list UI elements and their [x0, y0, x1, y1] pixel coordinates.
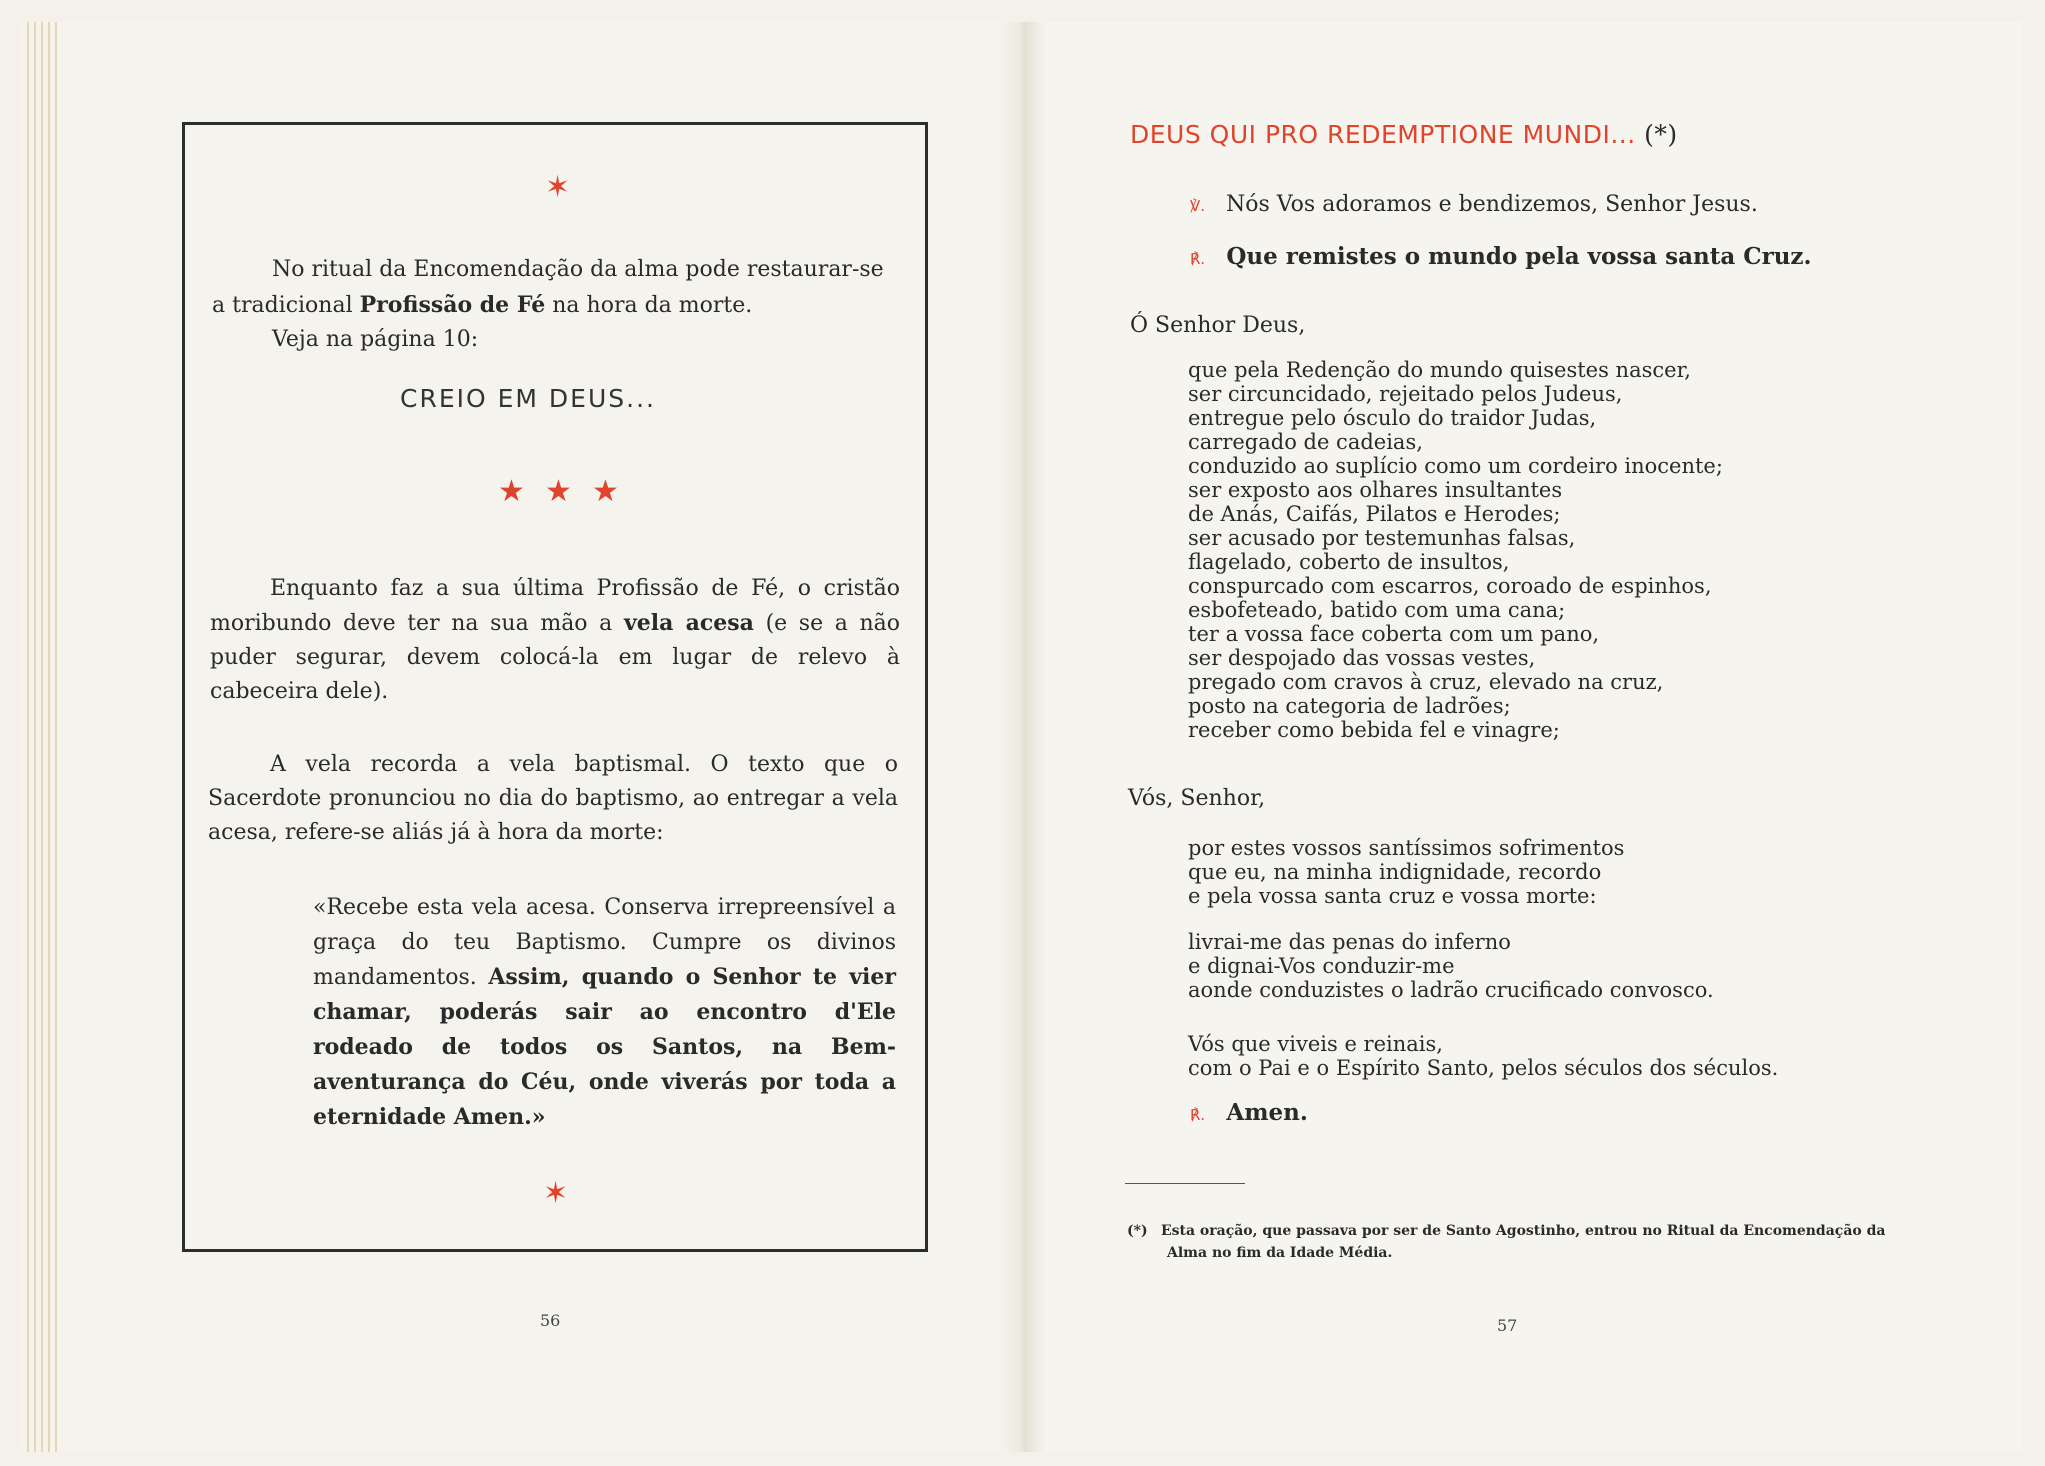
- response-line: [1190, 240, 1812, 276]
- star-icon: ★: [498, 474, 525, 509]
- stanza-line: conduzido ao suplício como um cordeiro inocente;: [1188, 454, 1723, 478]
- page-number-right: 57: [1497, 1316, 1518, 1335]
- stanza-line: pregado com cravos à cruz, elevado na cruz,: [1188, 670, 1664, 694]
- stanza-line: que pela Redenção do mundo quisestes nascer,: [1188, 358, 1691, 382]
- book-gutter: [1000, 22, 1045, 1452]
- stanza-line: carregado de cadeias,: [1188, 430, 1423, 454]
- stanza-line: aonde conduzistes o ladrão crucificado convosco.: [1188, 978, 1714, 1002]
- footnote-mark: (*): [1127, 1223, 1148, 1239]
- intro-text: a tradicional: [212, 293, 353, 318]
- quote-bold-text: Assim, quando o Senhor te vier chamar, poderás sair ao encontro d'Ele rodeado de todos os Santos, na Bem-aventurança do Céu, onde viverás por toda a eternidade Amen.»: [313, 964, 896, 1130]
- stanza-line: que eu, na minha indignidade, recordo: [1188, 860, 1602, 884]
- prayer-title: [1130, 120, 1678, 149]
- address: Vós, Senhor,: [1128, 786, 1266, 811]
- stanza-line: conspurcado com escarros, coroado de espinhos,: [1188, 574, 1712, 598]
- asterisk-ornament-icon: ✶: [543, 1176, 569, 1211]
- intro-line-1: No ritual da Encomendação da alma pode restaurar-se: [272, 257, 884, 282]
- response-text: Que remistes o mundo pela vossa santa Cruz.: [1226, 243, 1812, 270]
- footnote-text: Esta oração, que passava por ser de Santo Agostinho, entrou no Ritual da Encomendação da Alma no fim da Idade Média.: [1160, 1223, 1886, 1261]
- paragraph-baptismo: A vela recorda a vela baptismal. O texto que o Sacerdote pronunciou no dia do baptismo, ao entregar a vela acesa, refere-se aliás já à hora da morte:: [208, 752, 898, 845]
- stanza-line: posto na categoria de ladrões;: [1188, 694, 1511, 718]
- invocation: Ó Senhor Deus,: [1130, 313, 1306, 338]
- stanza-line: e dignai-Vos conduzir-me: [1188, 954, 1455, 978]
- stanza-line: por estes vossos santíssimos sofrimentos: [1188, 836, 1625, 860]
- stanza-line: livrai-me das penas do inferno: [1188, 930, 1511, 954]
- stanza-sufferings: [1188, 836, 1624, 908]
- title-text: DEUS QUI PRO REDEMPTIONE MUNDI...: [1130, 120, 1636, 149]
- stanza-line: esbofeteado, batido com uma cana;: [1188, 598, 1566, 622]
- star-icon: ★: [545, 474, 572, 509]
- footnote-ref: (*): [1644, 120, 1678, 149]
- stanza-line: receber como bebida fel e vinagre;: [1188, 718, 1560, 742]
- baptism-quote: [313, 890, 896, 1135]
- stanza-passion: [1188, 358, 1723, 742]
- stanza-line: de Anás, Caifás, Pilatos e Herodes;: [1188, 502, 1561, 526]
- stanza-line: com o Pai e o Espírito Santo, pelos séculos dos séculos.: [1188, 1056, 1779, 1080]
- footnote: [1127, 1220, 1897, 1264]
- profissao-de-fe-bold: Profissão de Fé: [359, 292, 546, 318]
- quote-text: «Recebe esta vela acesa. Conserva irrepreensível a graça do teu Baptismo. Cumpre os divinos mandamentos.: [313, 895, 896, 990]
- stanza-deliverance: [1188, 930, 1714, 1002]
- stanza-line: flagelado, coberto de insultos,: [1188, 550, 1510, 574]
- vela-acesa-bold: vela acesa: [623, 610, 754, 636]
- stanza-line: entregue pelo ósculo do traidor Judas,: [1188, 406, 1597, 430]
- stanza-line: Vós que viveis e reinais,: [1188, 1032, 1443, 1056]
- page-edges: [22, 22, 62, 1452]
- amen-line: [1190, 1096, 1308, 1132]
- amen-text: Amen.: [1226, 1099, 1308, 1126]
- page-number-left: 56: [540, 1311, 561, 1330]
- footnote-divider: [1125, 1183, 1245, 1184]
- stanza-line: e pela vossa santa cruz e vossa morte:: [1188, 884, 1597, 908]
- response-icon: ℟.: [1190, 1106, 1206, 1124]
- asterisk-ornament-icon: ✶: [545, 170, 571, 205]
- para1-text-end: (e se a não puder segurar, devem colocá-la em lugar de relevo à cabeceira dele).: [210, 611, 901, 704]
- footnote-body: [1127, 1220, 1897, 1264]
- star-icon: ★: [592, 474, 619, 509]
- versicle-text: Nós Vos adoramos e bendizemos, Senhor Jesus.: [1226, 192, 1758, 217]
- intro-line-2: [212, 288, 752, 323]
- intro-text-end: na hora da morte.: [552, 293, 753, 318]
- response-icon: ℟.: [1190, 250, 1206, 268]
- para1-text: Enquanto faz a sua última Profissão de Fé, o cristão moribundo deve ter na sua mão a: [210, 576, 900, 636]
- intro-line-3: Veja na página 10:: [272, 327, 479, 352]
- versicle-icon: ℣.: [1190, 197, 1206, 215]
- stanza-doxology: [1188, 1032, 1778, 1080]
- stanza-line: ser despojado das vossas vestes,: [1188, 646, 1536, 670]
- stanza-line: ser acusado por testemunhas falsas,: [1188, 526, 1576, 550]
- creio-heading: CREIO EM DEUS...: [400, 384, 656, 413]
- stanza-line: ter a vossa face coberta com um pano,: [1188, 622, 1600, 646]
- versicle-line: [1190, 188, 1758, 223]
- paragraph-vela: [210, 572, 900, 709]
- stanza-line: ser circuncidado, rejeitado pelos Judeus,: [1188, 382, 1623, 406]
- stanza-line: ser exposto aos olhares insultantes: [1188, 478, 1563, 502]
